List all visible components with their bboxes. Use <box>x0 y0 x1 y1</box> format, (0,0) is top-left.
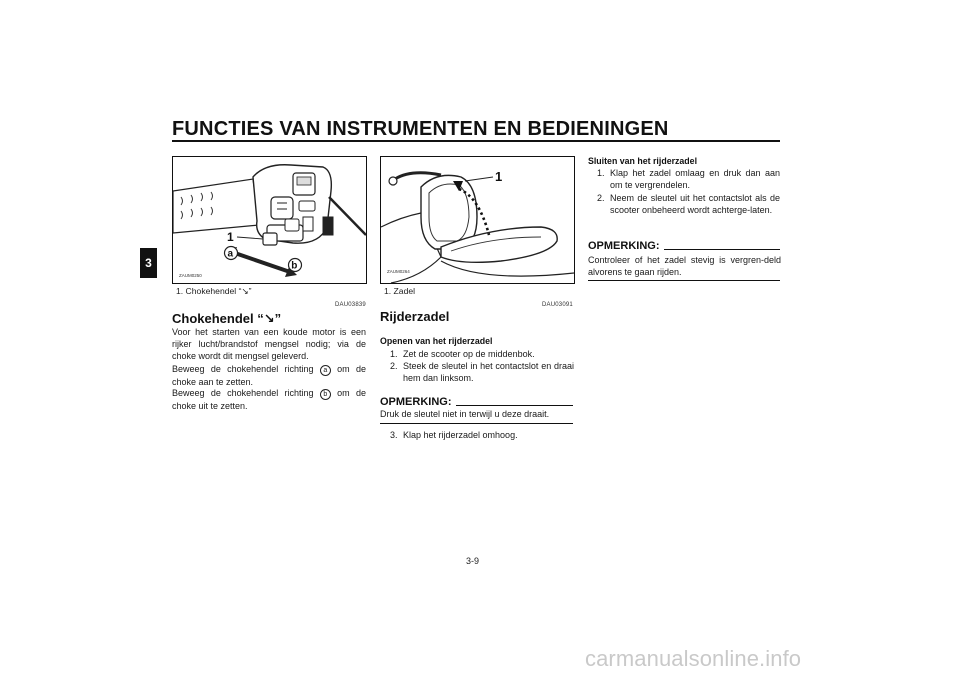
note2-text: Controleer of het zadel stevig is vergren-deld alvorens te gaan rijden. <box>588 255 781 278</box>
choke-paragraph: Voor het starten van een koude motor is een rijker lucht/brandstof mengsel nodig; via de choke wordt dit mengsel geleverd. <box>172 327 366 362</box>
close-step-2-number: 2. <box>597 193 605 203</box>
close-seat-heading: Sluiten van het rijderzadel <box>588 156 698 166</box>
direction-b-marker: b <box>320 389 331 400</box>
note1-text: Druk de sleutel niet in terwijl u deze draait. <box>380 409 550 419</box>
choke-lever-illustration <box>173 157 366 283</box>
note1-heading: OPMERKING: <box>380 396 452 408</box>
open-step-2-number: 2. <box>390 361 398 371</box>
open-step-2-text: Steek de sleutel in het contactslot en draai hem dan linksom. <box>403 361 574 384</box>
figure1-caption: 1. Chokehendel “↘” <box>176 286 252 296</box>
choke-direction-a-text: Beweeg de chokehendel richting <box>172 363 314 374</box>
close-step-2-text: Neem de sleutel uit het contactslot als de scooter onbeheerd wordt achterge-laten. <box>610 193 780 216</box>
page-title: FUNCTIES VAN INSTRUMENTEN EN BEDIENINGEN <box>172 118 669 140</box>
choke-heading: Chokehendel “↘” <box>172 311 282 326</box>
seat-ref-code: DAU03091 <box>542 302 573 308</box>
watermark: carmanualsonline.info <box>585 646 802 671</box>
open-step-3-number: 3. <box>390 430 398 440</box>
choke-direction-b <box>172 387 366 412</box>
header-divider <box>172 140 780 142</box>
figure2-code: ZAUM0264 <box>387 269 410 274</box>
open-step-1 <box>390 348 574 360</box>
close-step-1 <box>597 167 780 191</box>
choke-direction-b-tail: om de choke uit te zetten. <box>172 388 366 411</box>
chapter-tab: 3 <box>140 248 157 278</box>
close-step-1-number: 1. <box>597 168 605 178</box>
figure2-caption: 1. Zadel <box>384 286 416 296</box>
open-seat-heading: Openen van het rijderzadel <box>380 336 493 346</box>
page-number: 3-9 <box>466 556 480 566</box>
figure-choke-lever <box>172 156 367 284</box>
close-step-2 <box>597 192 780 216</box>
choke-direction-a-tail: om de choke aan te zetten. <box>172 363 366 387</box>
figure1-label-b: b <box>291 260 298 272</box>
note2-heading-rule <box>664 249 780 250</box>
note1-heading-rule <box>456 405 573 406</box>
open-step-1-number: 1. <box>390 349 398 359</box>
choke-ref-code: DAU03839 <box>335 302 366 308</box>
note1-bottom-rule <box>380 423 573 424</box>
figure1-label-a: a <box>227 248 234 260</box>
open-step-2 <box>390 360 574 384</box>
note2-heading: OPMERKING: <box>588 240 660 252</box>
open-step-3-text: Klap het rijderzadel omhoog. <box>403 430 518 440</box>
figure1-label-1: 1 <box>227 230 234 244</box>
close-step-1-text: Klap het zadel omlaag en druk dan aan om te vergrendelen. <box>610 168 780 191</box>
choke-direction-a <box>172 363 366 388</box>
seat-heading: Rijderzadel <box>380 309 450 324</box>
direction-a-marker: a <box>320 365 331 376</box>
figure2-label-1: 1 <box>495 169 503 184</box>
figure1-code: ZAUM0250 <box>179 273 202 278</box>
note2-bottom-rule <box>588 280 780 281</box>
open-step-1-text: Zet de scooter op de middenbok. <box>403 349 535 359</box>
seat-illustration <box>381 157 574 283</box>
open-step-3 <box>390 429 574 441</box>
figure-seat <box>380 156 575 284</box>
choke-direction-b-text: Beweeg de chokehendel richting <box>172 388 314 398</box>
